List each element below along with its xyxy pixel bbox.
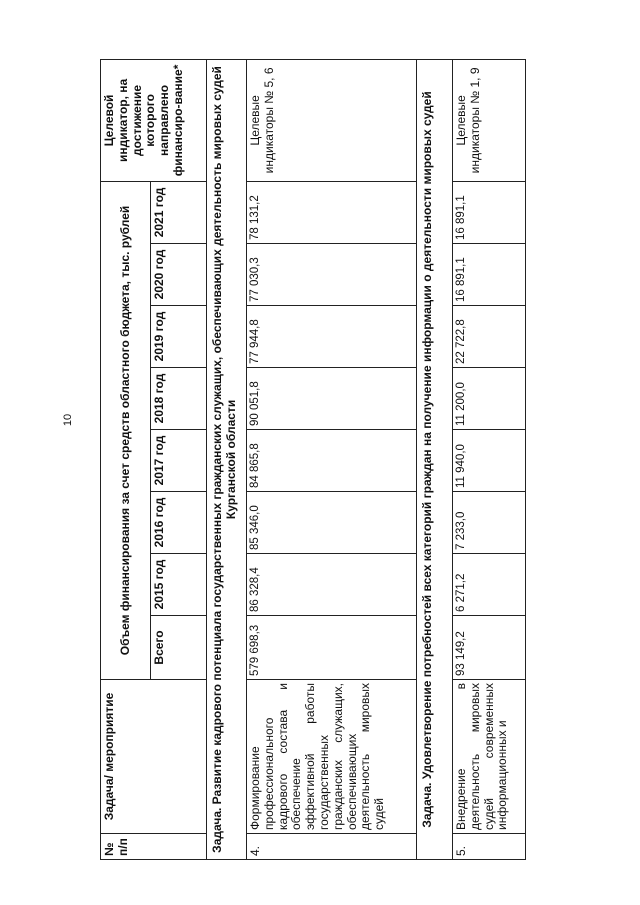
header-year: 2021 год <box>151 181 207 243</box>
row-num: 5. <box>453 834 526 860</box>
header-funding: Объем финансирования за счет средств областного бюджета, тыс. рублей <box>101 181 151 679</box>
task-heading: Задача. Удовлетворение потребностей всех категорий граждан на получение информации о деятельности мировых судей <box>417 59 453 859</box>
row-value: 11 200,0 <box>453 368 526 430</box>
row-value: 85 346,0 <box>247 492 417 554</box>
row-value: 22 722,8 <box>453 306 526 368</box>
header-total: Всего <box>151 616 207 680</box>
rotated-table-wrapper <box>100 60 525 860</box>
row-value: 90 051,8 <box>247 368 417 430</box>
row-value: 77 030,3 <box>247 244 417 306</box>
row-name: Формирование профессионального кадрового состава и обеспечение эффективной работы государственных гражданских служащих, обеспечивающих деятельность мировых судей <box>247 680 417 834</box>
table-row <box>453 59 526 859</box>
row-value: 16 891,1 <box>453 244 526 306</box>
header-year: 2018 год <box>151 368 207 430</box>
row-num: 4. <box>247 834 417 860</box>
header-year: 2020 год <box>151 244 207 306</box>
row-name: Внедрение в деятельность мировых судей современных информационных и <box>453 680 526 834</box>
header-row-1 <box>101 59 151 859</box>
row-value: 84 865,8 <box>247 430 417 492</box>
row-value: 77 944,8 <box>247 306 417 368</box>
table-row <box>247 59 417 859</box>
header-indicator: Целевой индикатор, на достижение которого направлено финансиро-вание* <box>101 59 207 181</box>
header-num: № п/п <box>101 834 207 860</box>
row-indicator: Целевые индикаторы № 5, 6 <box>247 59 417 181</box>
task-row-2 <box>417 59 453 859</box>
row-total: 579 698,3 <box>247 616 417 680</box>
row-value: 86 328,4 <box>247 554 417 616</box>
row-value: 16 891,1 <box>453 181 526 243</box>
row-value: 7 233,0 <box>453 492 526 554</box>
page-number: 10 <box>62 413 75 427</box>
task-heading: Задача. Развитие кадрового потенциала государственных гражданских служащих, обеспечивающих деятельность мировых судей Курганской области <box>207 59 247 859</box>
header-year: 2017 год <box>151 430 207 492</box>
row-value: 11 940,0 <box>453 430 526 492</box>
funding-table <box>100 59 526 860</box>
header-year: 2019 год <box>151 306 207 368</box>
header-year: 2016 год <box>151 492 207 554</box>
row-value: 6 271,2 <box>453 554 526 616</box>
row-total: 93 149,2 <box>453 616 526 680</box>
header-year: 2015 год <box>151 554 207 616</box>
row-indicator: Целевые индикаторы № 1, 9 <box>453 59 526 181</box>
row-value: 78 131,2 <box>247 181 417 243</box>
header-task: Задача/ мероприятие <box>101 680 207 834</box>
task-row-1 <box>207 59 247 859</box>
